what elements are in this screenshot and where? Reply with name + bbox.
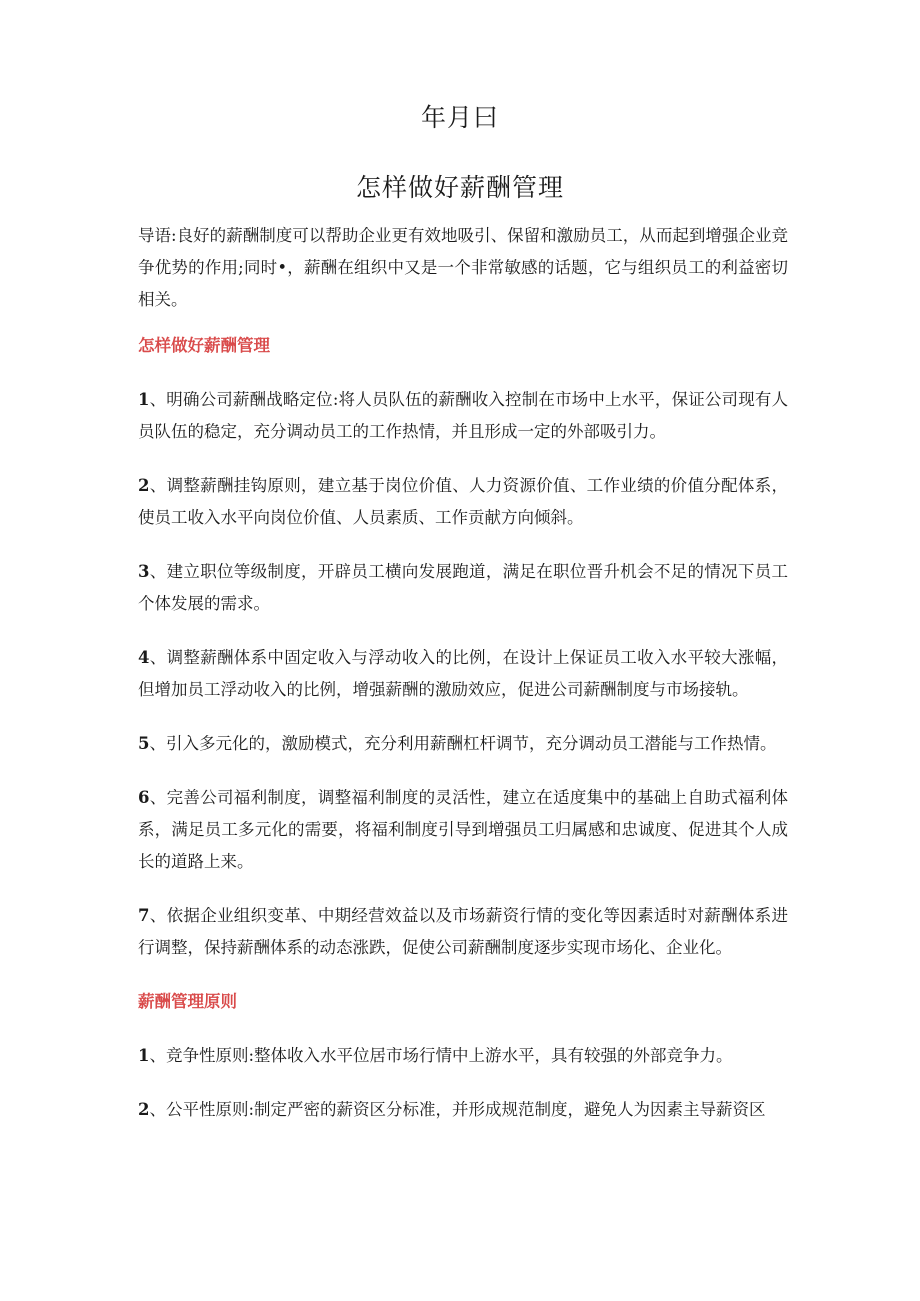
item-number: 4 <box>138 648 150 667</box>
date-line: 年月曰 <box>420 103 499 132</box>
item-text: 、竞争性原则:整体收入水平位居市场行情中上游水平，具有较强的外部竞争力。 <box>149 1046 733 1065</box>
item-number: 5 <box>138 734 150 753</box>
item-text: 、明确公司薪酬战略定位:将人员队伍的薪酬收入控制在市场中上水平，保证公司现有人员队伍的稳定，充分调动员工的工作热情，并且形成一定的外部吸引力。 <box>138 390 788 441</box>
list-item <box>138 642 788 706</box>
item-text: 、依据企业组织变革、中期经营效益以及市场薪资行情的变化等因素适时对薪酬体系进行调整，保持薪酬体系的动态涨跌，促使公司薪酬制度逐步实现市场化、企业化。 <box>138 906 788 957</box>
item-number: 3 <box>138 562 150 581</box>
list-item <box>138 470 788 534</box>
list-item <box>138 782 788 878</box>
section-heading-principles: 薪酬管理原则 <box>138 992 237 1011</box>
list-item <box>138 900 788 964</box>
item-text: 、完善公司福利制度，调整福利制度的灵活性，建立在适度集中的基础上自助式福利体系，满足员工多元化的需要，将福利制度引导到增强员工归属感和忠诚度、促进其个人成长的道路上来。 <box>138 788 788 871</box>
item-number: 2 <box>138 476 150 495</box>
section-heading-how-to: 怎样做好薪酬管理 <box>138 336 270 355</box>
document-title: 怎样做好薪酬管理 <box>355 173 564 202</box>
list-item <box>138 556 788 620</box>
item-text: 、建立职位等级制度，开辟员工横向发展跑道，满足在职位晋升机会不足的情况下员工个体发展的需求。 <box>138 562 788 613</box>
list-item <box>138 384 788 448</box>
item-text: 、调整薪酬挂钩原则，建立基于岗位价值、人力资源价值、工作业绩的价值分配体系，使员工收入水平向岗位价值、人员素质、工作贡献方向倾斜。 <box>138 476 788 527</box>
list-item <box>138 1040 788 1072</box>
document-body <box>138 220 788 1148</box>
item-text: 、引入多元化的，激励模式，充分利用薪酬杠杆调节，充分调动员工潜能与工作热情。 <box>149 734 777 753</box>
item-number: 6 <box>138 788 150 807</box>
item-number: 2 <box>138 1100 150 1119</box>
list-item <box>138 728 788 760</box>
list-item <box>138 1094 788 1126</box>
item-text: 、公平性原则:制定严密的薪资区分标准，并形成规范制度，避免人为因素主导薪资区 <box>149 1100 766 1119</box>
item-text: 、调整薪酬体系中固定收入与浮动收入的比例，在设计上保证员工收入水平较大涨幅，但增加员工浮动收入的比例，增强薪酬的激励效应，促进公司薪酬制度与市场接轨。 <box>138 648 788 699</box>
item-number: 7 <box>138 906 150 925</box>
item-number: 1 <box>138 390 150 409</box>
item-number: 1 <box>138 1046 150 1065</box>
intro-paragraph: 导语:良好的薪酬制度可以帮助企业更有效地吸引、保留和激励员工，从而起到增强企业竞争优势的作用;同时•，薪酬在组织中又是一个非常敏感的话题，它与组织员工的利益密切相关。 <box>138 226 788 309</box>
